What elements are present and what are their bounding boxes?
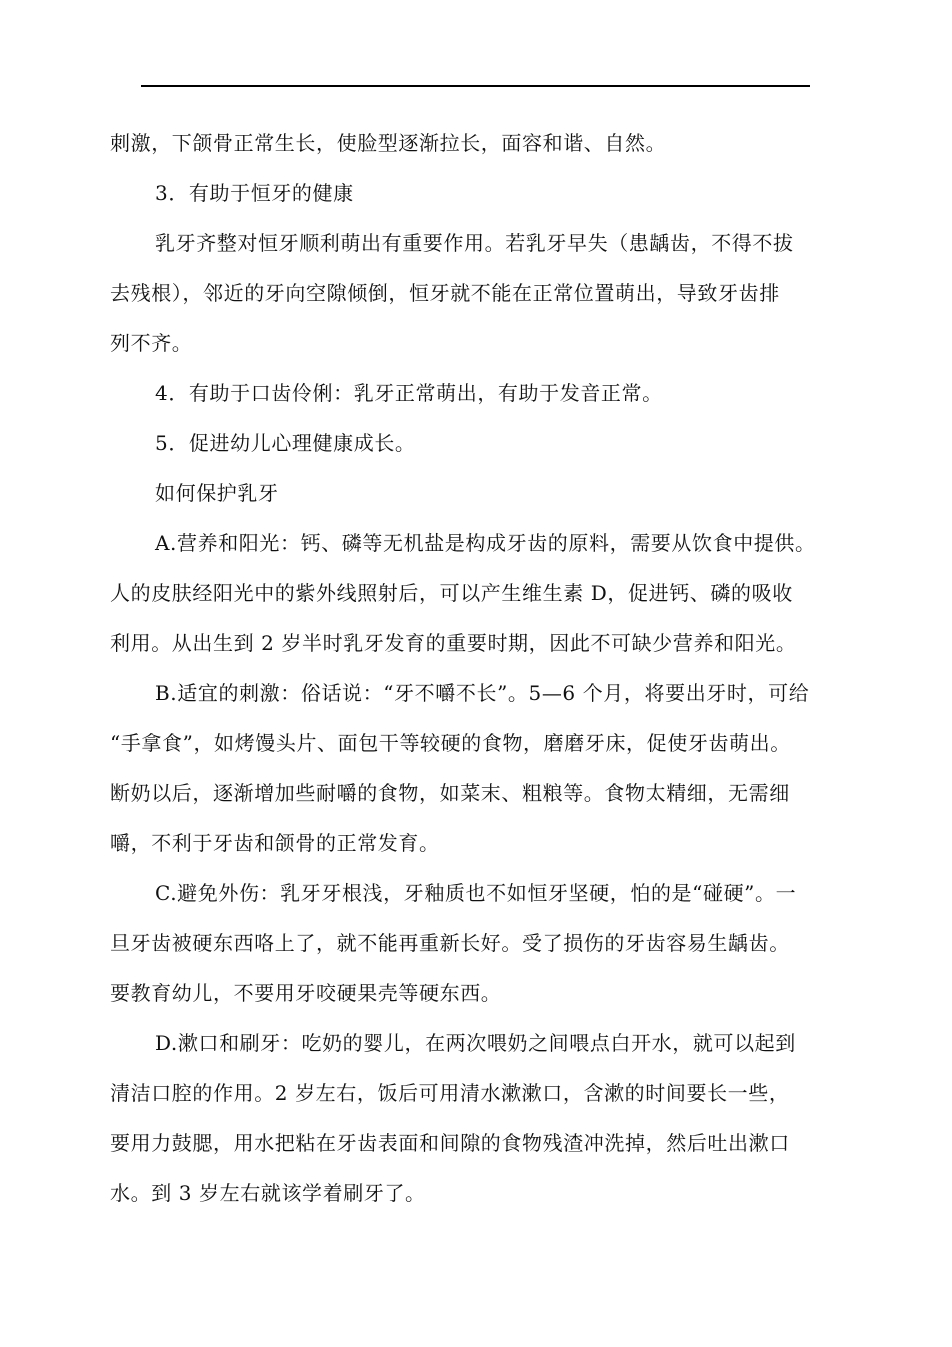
text-line: 人的皮肤经阳光中的紫外线照射后，可以产生维生素 D，促进钙、磷的吸收	[110, 581, 793, 605]
section-heading: 如何保护乳牙	[155, 481, 279, 505]
text-line: 旦牙齿被硬东西咯上了，就不能再重新长好。受了损伤的牙齿容易生龋齿。	[110, 931, 790, 955]
text-line: 乳牙齐整对恒牙顺利萌出有重要作用。若乳牙早失（患龋齿，不得不拔	[155, 231, 794, 255]
header-rule	[141, 85, 810, 87]
text-line: 清洁口腔的作用。2 岁左右，饭后可用清水漱漱口，含漱的时间要长一些，	[110, 1081, 790, 1105]
text-line: 要教育幼儿，不要用牙咬硬果壳等硬东西。	[110, 981, 502, 1005]
text-line: “手拿食”，如烤馒头片、面包干等较硬的食物，磨磨牙床，促使牙齿萌出。	[110, 731, 791, 755]
text-line: B.适宜的刺激：俗话说：“牙不嚼不长”。5—6 个月，将要出牙时，可给	[155, 681, 810, 705]
section-heading: 3．有助于恒牙的健康	[155, 181, 354, 205]
text-line: 断奶以后，逐渐增加些耐嚼的食物，如菜末、粗粮等。食物太精细，无需细	[110, 781, 790, 805]
text-line: C.避免外伤：乳牙牙根浅，牙釉质也不如恒牙坚硬，怕的是“碰硬”。一	[155, 881, 797, 905]
text-line: 利用。从出生到 2 岁半时乳牙发育的重要时期，因此不可缺少营养和阳光。	[110, 631, 797, 655]
section-heading: 4．有助于口齿伶俐：乳牙正常萌出，有助于发音正常。	[155, 381, 663, 405]
text-line: 要用力鼓腮，用水把粘在牙齿表面和间隙的食物残渣冲洗掉，然后吐出漱口	[110, 1131, 790, 1155]
text-line: A.营养和阳光：钙、磷等无机盐是构成牙齿的原料，需要从饮食中提供。	[155, 531, 816, 555]
text-line: D.漱口和刷牙：吃奶的婴儿，在两次喂奶之间喂点白开水，就可以起到	[155, 1031, 796, 1055]
text-line: 水。到 3 岁左右就该学着刷牙了。	[110, 1181, 426, 1205]
text-line: 刺激，下颌骨正常生长，使脸型逐渐拉长，面容和谐、自然。	[110, 131, 667, 155]
text-line: 嚼，不利于牙齿和颌骨的正常发育。	[110, 831, 440, 855]
section-heading: 5．促进幼儿心理健康成长。	[155, 431, 416, 455]
document-body	[110, 118, 845, 1218]
text-line: 列不齐。	[110, 331, 193, 355]
text-line: 去残根），邻近的牙向空隙倾倒，恒牙就不能在正常位置萌出，导致牙齿排	[110, 281, 780, 305]
